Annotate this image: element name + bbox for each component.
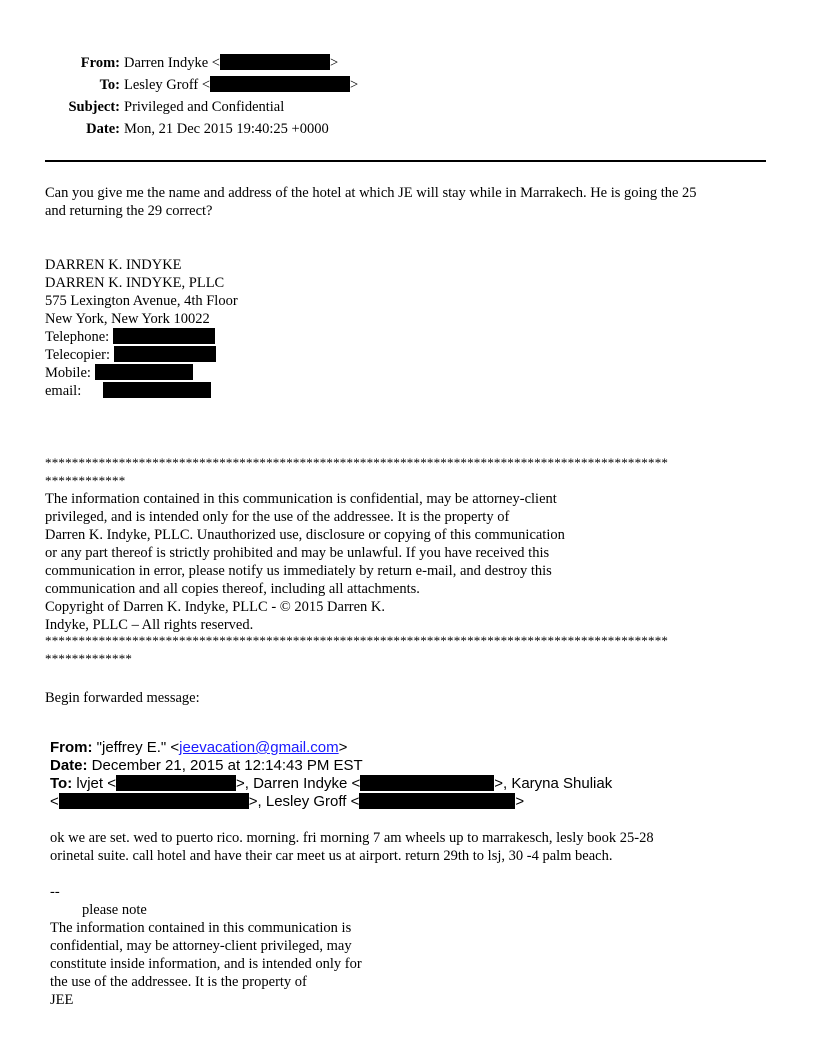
signature-name: DARREN K. INDYKE [45, 257, 182, 273]
signature-address-1: 575 Lexington Avenue, 4th Floor [45, 293, 238, 309]
to-name: Lesley Groff < [124, 77, 211, 93]
disclaimer-line: Darren K. Indyke, PLLC. Unauthorized use, disclosure or copying of this communication [45, 527, 565, 543]
signature-line: constitute inside information, and is intended only for [50, 956, 362, 972]
from-label: From: [80, 55, 120, 71]
disclaimer-line: Copyright of Darren K. Indyke, PLLC - © 2015 Darren K. [45, 599, 386, 615]
forwarded-date: Date: December 21, 2015 at 12:14:43 PM EST [50, 757, 363, 774]
signature-telecopier: Telecopier: [45, 346, 216, 364]
redaction-block [220, 54, 330, 70]
disclaimer-line: or any part thereof is strictly prohibited and may be unlawful. If you have received this [45, 545, 550, 561]
stars-divider: ************* [45, 651, 133, 666]
redaction-block [59, 793, 249, 809]
disclaimer-line: The information contained in this communication is confidential, may be attorney-client [45, 491, 557, 507]
stars-divider: ********************************************************************************************* [45, 455, 669, 470]
subject-label: Subject: [68, 99, 120, 115]
stars-divider: ************ [45, 473, 126, 488]
signature-mobile: Mobile: [45, 364, 193, 382]
signature-email: email: [45, 382, 211, 400]
from-name: Darren Indyke < [124, 55, 220, 71]
signature-line: the use of the addressee. It is the property of [50, 974, 307, 990]
signature-note: please note [82, 902, 147, 918]
forwarded-from: From: "jeffrey E." <jeevacation@gmail.com> [50, 739, 348, 756]
signature-firm: DARREN K. INDYKE, PLLC [45, 275, 225, 291]
redaction-block [103, 382, 211, 398]
redaction-block [359, 793, 515, 809]
body-line-2: and returning the 29 correct? [45, 203, 213, 219]
signature-line: confidential, may be attorney-client privileged, may [50, 938, 352, 954]
body-line-1: Can you give me the name and address of the hotel at which JE will stay while in Marrakech. He is going the 25 [45, 185, 697, 201]
redaction-block [116, 775, 236, 791]
signature-line: JEE [50, 992, 74, 1008]
disclaimer-line: Indyke, PLLC – All rights reserved. [45, 617, 254, 633]
subject-value: Privileged and Confidential [124, 99, 285, 115]
forwarded-to-continued: < >, Lesley Groff < > [50, 793, 525, 810]
header-divider [45, 160, 766, 162]
signature-separator: -- [50, 884, 60, 900]
signature-address-2: New York, New York 10022 [45, 311, 210, 327]
forwarded-body-line-2: orinetal suite. call hotel and have their car meet us at airport. return 29th to lsj, 30 -4 palm beach. [50, 848, 613, 864]
to-field: Lesley Groff < > [124, 77, 359, 93]
forwarded-body-line-1: ok we are set. wed to puerto rico. morning. fri morning 7 am wheels up to marrakesch, lesly book 25-28 [50, 830, 654, 846]
redaction-block [95, 364, 193, 380]
to-label: To: [99, 77, 120, 93]
from-field: Darren Indyke < > [124, 55, 339, 71]
redaction-block [114, 346, 216, 362]
redaction-block [113, 328, 215, 344]
signature-line: The information contained in this communication is [50, 920, 352, 936]
signature-telephone: Telephone: [45, 328, 215, 346]
disclaimer-line: communication in error, please notify us immediately by return e-mail, and destroy this [45, 563, 552, 579]
redaction-block [360, 775, 494, 791]
disclaimer-line: communication and all copies thereof, including all attachments. [45, 581, 420, 597]
date-label: Date: [86, 121, 120, 137]
from-email-link[interactable]: jeevacation@gmail.com [179, 739, 339, 756]
redaction-block [210, 76, 350, 92]
disclaimer-line: privileged, and is intended only for the use of the addressee. It is the property of [45, 509, 510, 525]
date-value: Mon, 21 Dec 2015 19:40:25 +0000 [124, 121, 329, 137]
stars-divider: ********************************************************************************************* [45, 633, 669, 648]
forwarded-to: To: lvjet < >, Darren Indyke < >, Karyna Shuliak [50, 775, 613, 792]
forwarded-intro: Begin forwarded message: [45, 690, 200, 706]
